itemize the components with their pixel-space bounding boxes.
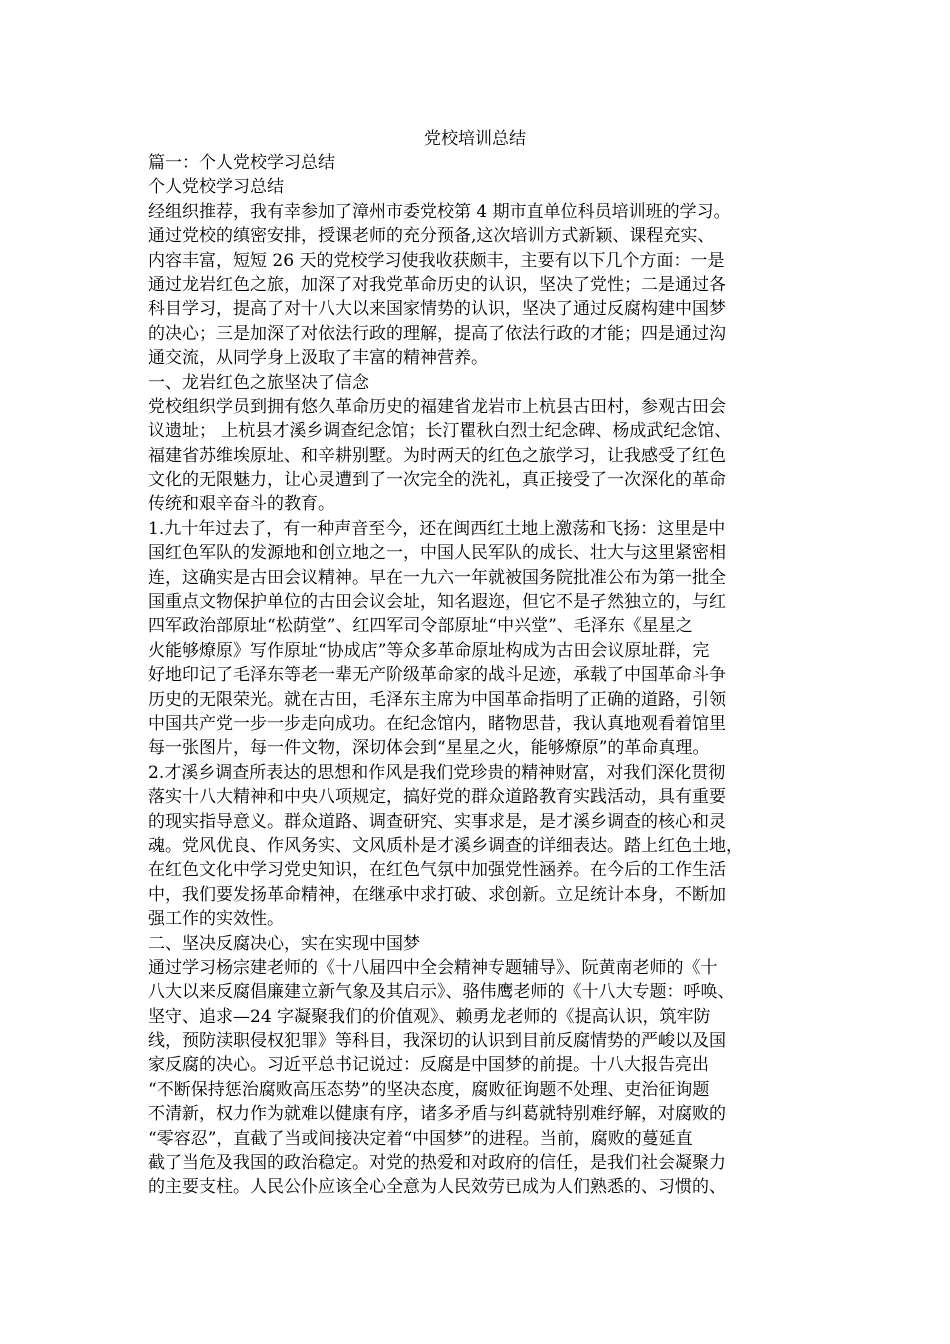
- text-line: 落实十八大精神和中央八项规定，搞好党的群众道路教育实践活动，具有重要: [148, 787, 726, 808]
- text-line: 每一张图片，每一件文物，深切体会到“星星之火，能够燎原”的革命真理。: [148, 738, 710, 759]
- text-line: 传统和艰辛奋斗的教育。: [148, 494, 335, 515]
- text-line: 个人党校学习总结: [148, 177, 284, 198]
- text-line: 的主要支柱。人民公仆应该全心全意为人民效劳已成为人们熟悉的、习惯的、: [148, 1177, 726, 1198]
- text-line: 国重点文物保护单位的古田会议会址，知名遐迩，但它不是孑然独立的，与红: [148, 592, 726, 613]
- document-title: 党校培训总结: [424, 129, 526, 149]
- text-line: 文化的无限魅力，让心灵遭到了一次完全的洗礼，真正接受了一次深化的革命: [148, 470, 726, 491]
- text-line: 线，预防渎职侵权犯罪》等科目，我深切的认识到目前反腐情势的严峻以及国: [148, 1031, 726, 1052]
- text-line: 国红色军队的发源地和创立地之一，中国人民军队的成长、壮大与这里紧密相: [148, 543, 726, 564]
- text-line: 通过党校的缜密安排，授课老师的充分预备,这次培训方式新颖、课程充实、: [148, 226, 715, 247]
- text-line: 的决心；三是加深了对依法行政的理解，提高了依法行政的才能；四是通过沟: [148, 323, 726, 344]
- text-line: 坚守、追求—24 字凝聚我们的价值观》、赖勇龙老师的《提高认识，筑牢防: [148, 1006, 711, 1027]
- text-line: 家反腐的决心。习近平总书记说过：反腐是中国梦的前提。十八大报告亮出: [148, 1055, 709, 1076]
- text-line: 篇一：个人党校学习总结: [148, 153, 335, 173]
- text-line: “不断保持惩治腐败高压态势”的坚决态度，腐败征询题不处理、吏治征询题: [148, 1079, 710, 1100]
- text-line: 议遗址； 上杭县才溪乡调查纪念馆；长汀瞿秋白烈士纪念碑、杨成武纪念馆、: [148, 421, 732, 442]
- text-line: 的现实指导意义。群众道路、调查研究、实事求是，是才溪乡调查的核心和灵: [148, 811, 726, 832]
- text-line: 二、坚决反腐决心，实在实现中国梦: [148, 933, 420, 954]
- text-line: 不清新，权力作为就难以健康有序，诸多矛盾与纠葛就特别难纾解，对腐败的: [148, 1104, 726, 1125]
- text-line: “零容忍”，直截了当或间接决定着“中国梦”的进程。当前，腐败的蔓延直: [148, 1128, 693, 1149]
- text-line: 通交流，从同学身上汲取了丰富的精神营养。: [148, 348, 488, 369]
- text-line: 魂。党风优良、作风务实、文风质朴是才溪乡调查的详细表达。踏上红色土地，: [148, 835, 743, 856]
- text-line: 党校组织学员到拥有悠久革命历史的福建省龙岩市上杭县古田村，参观古田会: [148, 396, 726, 417]
- text-line: 强工作的实效性。: [148, 909, 284, 930]
- text-line: 中国共产党一步一步走向成功。在纪念馆内，睹物思昔，我认真地观看着馆里: [148, 713, 726, 734]
- text-line: 四军政治部原址“松荫堂”、红四军司令部原址“中兴堂”、毛泽东《星星之: [148, 616, 693, 637]
- text-line: 科目学习，提高了对十八大以来国家情势的认识，坚决了通过反腐构建中国梦: [148, 299, 726, 320]
- text-line: 一、龙岩红色之旅坚决了信念: [148, 372, 369, 393]
- text-line: 2.才溪乡调查所表达的思想和作风是我们党珍贵的精神财富，对我们深化贯彻: [148, 762, 726, 783]
- text-line: 历史的无限荣光。就在古田，毛泽东主席为中国革命指明了正确的道路，引领: [148, 689, 726, 710]
- text-line: 通过龙岩红色之旅，加深了对我党革命历史的认识，坚决了党性；二是通过各: [148, 274, 726, 295]
- text-line: 经组织推荐，我有幸参加了漳州市委党校第 4 期市直单位科员培训班的学习。: [148, 201, 731, 222]
- text-line: 通过学习杨宗建老师的《十八届四中全会精神专题辅导》、阮黄南老师的《十: [148, 957, 718, 978]
- text-line: 好地印记了毛泽东等老一辈无产阶级革命家的战斗足迹，承载了中国革命斗争: [148, 665, 726, 686]
- text-line: 中，我们要发扬革命精神，在继承中求打破、求创新。立足统计本身，不断加: [148, 884, 726, 905]
- text-line: 在红色文化中学习党史知识，在红色气氛中加强党性涵养。在今后的工作生活: [148, 860, 726, 881]
- document-body: [148, 151, 820, 1200]
- text-line: 截了当危及我国的政治稳定。对党的热爱和对政府的信任，是我们社会凝聚力: [148, 1153, 726, 1174]
- text-line: 内容丰富，短短 26 天的党校学习使我收获颇丰，主要有以下几个方面：一是: [148, 250, 725, 271]
- text-line: 1.九十年过去了，有一种声音至今，还在闽西红土地上激荡和飞扬：这里是中: [148, 518, 726, 539]
- text-line: 连，这确实是古田会议精神。早在一九六一年就被国务院批准公布为第一批全: [148, 567, 726, 588]
- text-line: 福建省苏维埃原址、和辛耕别墅。为时两天的红色之旅学习，让我感受了红色: [148, 445, 726, 466]
- text-line: 八大以来反腐倡廉建立新气象及其启示》、骆伟鹰老师的《十八大专题：呼唤、: [148, 982, 735, 1003]
- text-line: 火能够燎原》写作原址“协成店”等众多革命原址构成为古田会议原址群，完: [148, 640, 710, 661]
